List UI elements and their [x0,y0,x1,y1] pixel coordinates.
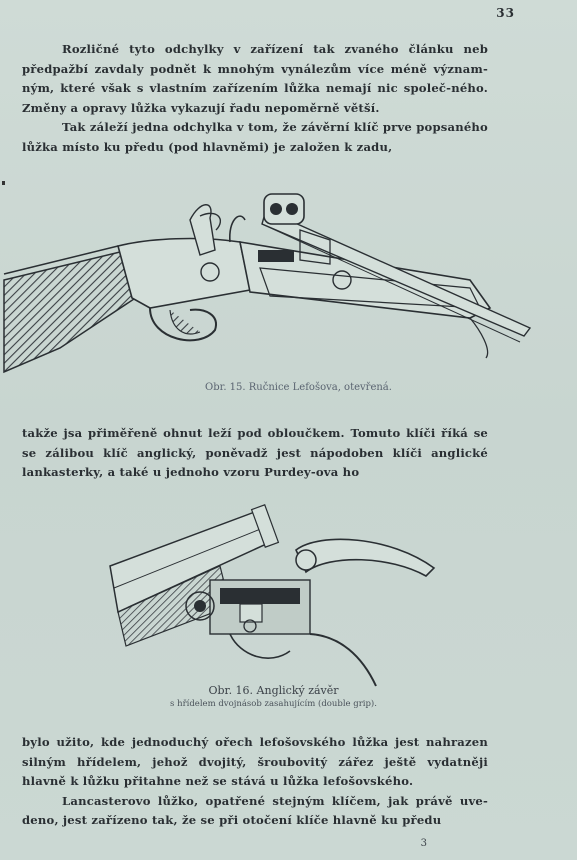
paragraph: takže jsa přiměřeně ohnut leží pod obloučkem. Tomuto klíči říká se se zálibou klíč anglický, poněvadž jest nápodoben klíči anglické lankasterky, a také u jednoho vzoru Purdey-ova ho [22,426,488,479]
paragraph: Rozličné tyto odchylky v zařízení tak zvaného článku neb předpažbí zavdaly podnět k mnohým vynálezům více méně význam-ným, které však s vlastním zařízením lůžka nemají nic společ-ného. Změny a opravy lůžka vykazují řadu nepoměrně větší. [22,42,488,115]
paragraph: bylo užito, kde jednoduchý ořech lefošovského lůžka jest nahrazen silným hřídelem, jehož dvojitý, šroubovitý zářez ještě vydatněji hlavně k lůžku přitahne než se stává u lůžka lefošovského. [22,735,488,788]
figure-16-english-action [100,496,440,696]
figure-16-subcaption: s hřídelem dvojnásob zasahujícím (double grip). [170,699,377,709]
paragraph-block-1 [22,40,488,157]
figure-15-shotgun-open [0,180,540,380]
paragraph: Tak záleží jedna odchylka v tom, že závěrní klíč prve popsaného lůžka místo ku předu (pod hlavněmi) je založen k zadu, [22,120,488,154]
paragraph-block-2 [22,424,488,483]
paragraph: Lancasterovo lůžko, opatřené stejným klíčem, jak právě uve-deno, jest zařízeno tak, že se při otočení klíče hlavně ku předu [22,793,488,827]
figure-15-caption: Obr. 15. Ručnice Lefošova, otevřená. [205,382,392,393]
paragraph-block-3 [22,733,488,831]
figure-16-caption: Obr. 16. Anglický závěr [208,684,339,697]
page-number: 33 [496,6,515,20]
signature-mark: 3 [420,838,427,849]
